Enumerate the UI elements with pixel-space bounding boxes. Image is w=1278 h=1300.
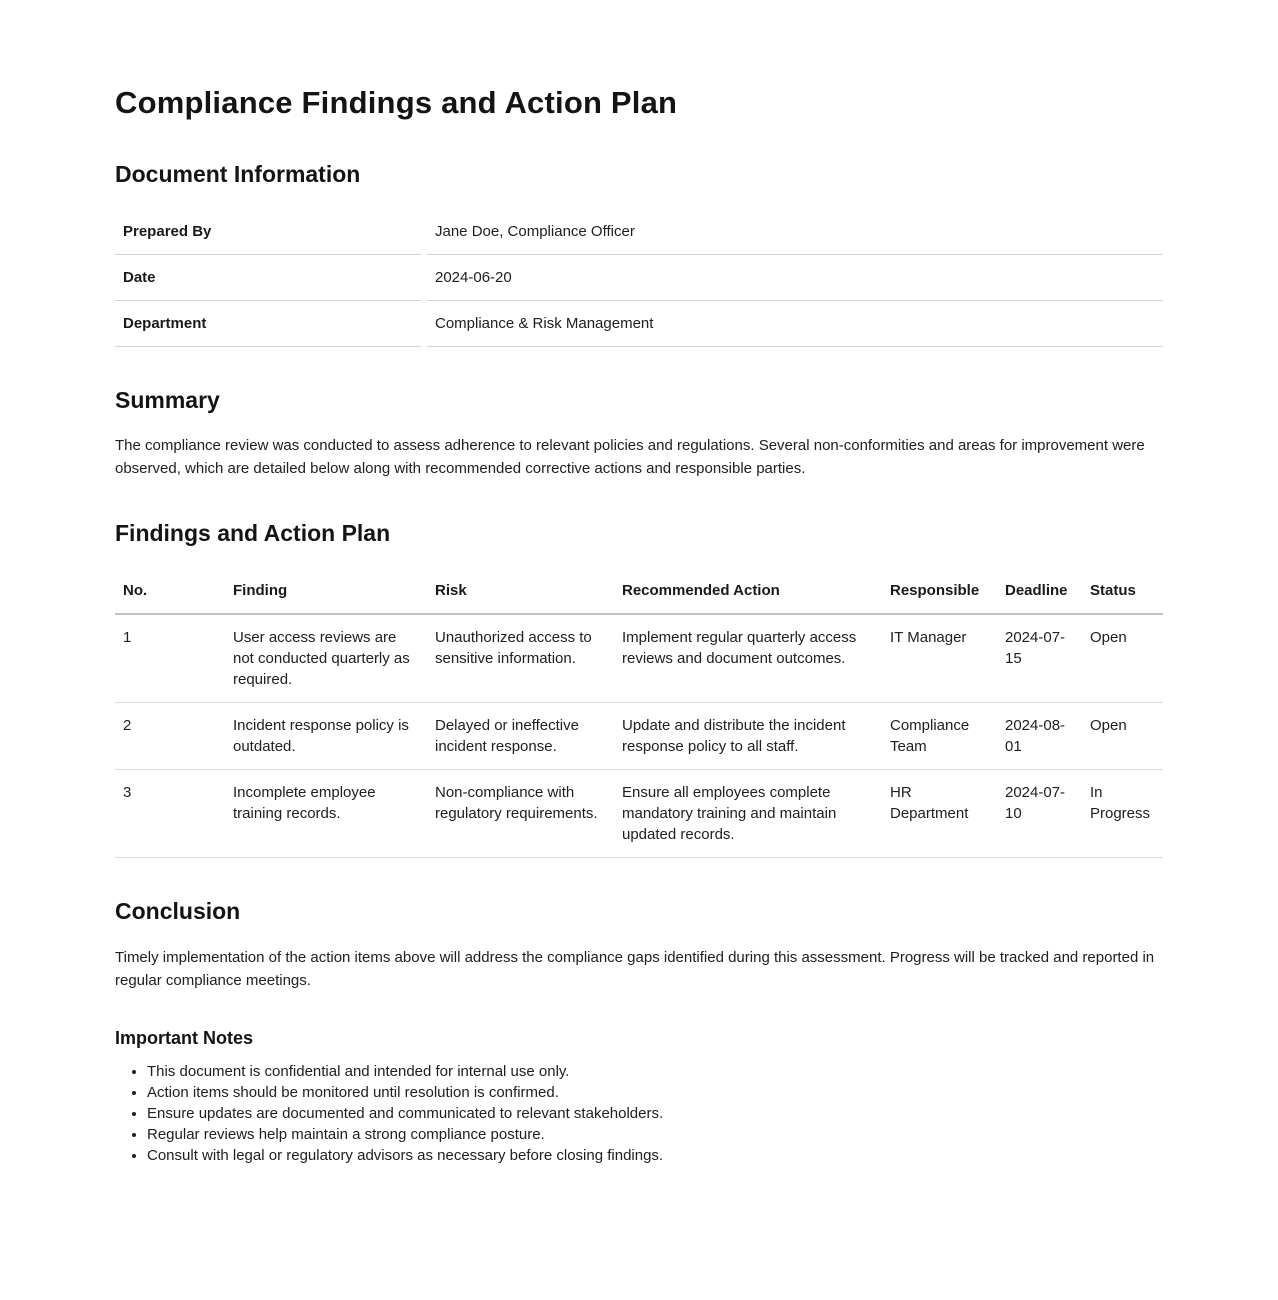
finding-risk-cell: Non-compliance with regulatory requirements. (427, 769, 614, 857)
info-value: Compliance & Risk Management (427, 301, 1163, 347)
finding-row (115, 614, 1163, 703)
finding-row (115, 769, 1163, 857)
finding-responsible-cell: HR Department (882, 769, 997, 857)
summary-text: The compliance review was conducted to assess adherence to relevant policies and regulations. Several non-conformities and areas for improvement were observed, which are detailed below along with recommended corrective actions and responsible parties. (115, 437, 1145, 478)
section-findings (115, 520, 1163, 858)
finding-no-cell: 2 (115, 702, 225, 769)
finding-deadline-cell: 2024-07-10 (997, 769, 1082, 857)
note-item: • Ensure updates are documented and communicated to relevant stakeholders. (147, 1103, 1163, 1124)
note-item: • Action items should be monitored until resolution is confirmed. (147, 1082, 1163, 1103)
column-header-recommended-action: Recommended Action (614, 568, 882, 614)
findings-header-row (115, 568, 1163, 614)
info-value: Jane Doe, Compliance Officer (427, 209, 1163, 255)
finding-deadline-cell: 2024-08-01 (997, 702, 1082, 769)
finding-responsible-cell: IT Manager (882, 614, 997, 703)
finding-no-cell: 1 (115, 614, 225, 703)
finding-action-cell: Ensure all employees complete mandatory training and maintain updated records. (614, 769, 882, 857)
column-header-status: Status (1082, 568, 1163, 614)
section-important-notes (115, 1028, 1163, 1167)
column-header-deadline: Deadline (997, 568, 1082, 614)
column-header-risk: Risk (427, 568, 614, 614)
finding-text-cell: Incident response policy is outdated. (225, 702, 427, 769)
finding-no-cell: 3 (115, 769, 225, 857)
finding-status-cell: Open (1082, 702, 1163, 769)
column-header-no: No. (115, 568, 225, 614)
conclusion-heading: Conclusion (115, 897, 241, 924)
finding-status-cell: Open (1082, 614, 1163, 703)
finding-action-cell: Implement regular quarterly access reviews and document outcomes. (614, 614, 882, 703)
finding-status-cell: In Progress (1082, 769, 1163, 857)
note-item: • This document is confidential and intended for internal use only. (147, 1061, 1163, 1082)
info-row (115, 301, 1163, 347)
finding-row (115, 702, 1163, 769)
section-summary (115, 387, 1163, 481)
important-notes-list (115, 1061, 1163, 1166)
document-information-heading: Document Information (115, 161, 361, 188)
note-item: • Consult with legal or regulatory advisors as necessary before closing findings. (147, 1145, 1163, 1166)
conclusion-text: Timely implementation of the action items above will address the compliance gaps identified during this assessment. Progress will be tracked and reported in regular compliance meetings. (115, 948, 1155, 989)
info-row (115, 255, 1163, 301)
document-page (115, 0, 1163, 1286)
finding-text-cell: User access reviews are not conducted quarterly as required. (225, 614, 427, 703)
important-notes-heading: Important Notes (115, 1027, 254, 1048)
column-header-responsible: Responsible (882, 568, 997, 614)
note-item: • Regular reviews help maintain a strong compliance posture. (147, 1124, 1163, 1145)
document-info-table (109, 209, 1169, 347)
section-conclusion (115, 898, 1163, 992)
findings-table (115, 568, 1163, 858)
section-document-information (115, 161, 1163, 347)
column-header-finding: Finding (225, 568, 427, 614)
page-title: Compliance Findings and Action Plan (115, 85, 678, 120)
finding-deadline-cell: 2024-07-15 (997, 614, 1082, 703)
finding-text-cell: Incomplete employee training records. (225, 769, 427, 857)
findings-heading: Findings and Action Plan (115, 520, 391, 547)
finding-action-cell: Update and distribute the incident response policy to all staff. (614, 702, 882, 769)
summary-heading: Summary (115, 386, 220, 413)
info-row (115, 209, 1163, 255)
finding-risk-cell: Delayed or ineffective incident response. (427, 702, 614, 769)
finding-risk-cell: Unauthorized access to sensitive information. (427, 614, 614, 703)
info-label: Date (115, 255, 421, 301)
info-label: Department (115, 301, 421, 347)
finding-responsible-cell: Compliance Team (882, 702, 997, 769)
info-label: Prepared By (115, 209, 421, 255)
info-value: 2024-06-20 (427, 255, 1163, 301)
